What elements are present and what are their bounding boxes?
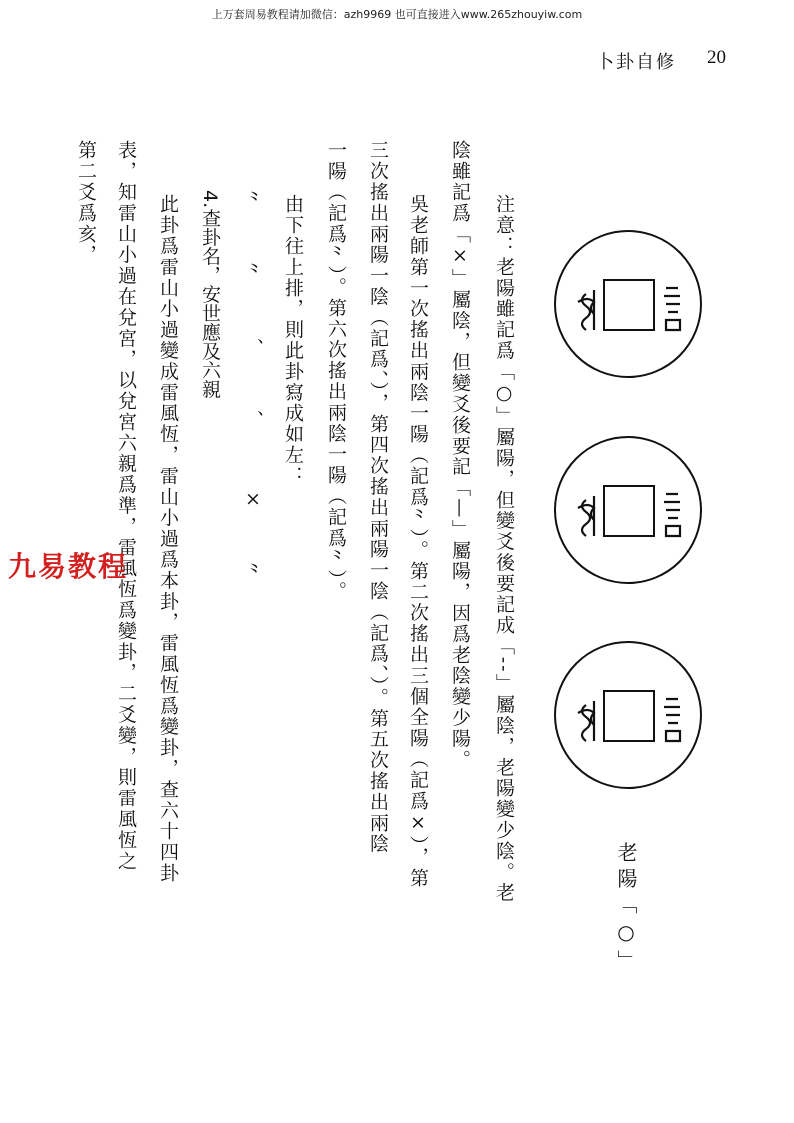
book-title: 卜卦自修	[596, 52, 676, 73]
text-column-7: 此卦爲雷山小過變成雷風恆，雷山小過爲本卦，雷風恆爲變卦，查六十四卦	[157, 194, 179, 884]
text-column-6: 由下往上排，則此卦寫成如左：	[282, 194, 304, 487]
text-column-1: 注意：老陽雖記爲「○」屬陽，但變爻後要記成「--」屬陰，老陽變少陰。老	[493, 194, 515, 904]
section-heading: 4.查卦名，安世應及六親	[199, 190, 221, 399]
watermark-header: 上万套周易教程请加微信：azh9969 也可直接进入www.265zhouyiw.com	[211, 8, 583, 21]
hexagram-line-3: 、	[242, 338, 264, 359]
text-column-5: 一陽（記爲⺀）。第六次搖出兩陰一陽（記爲⺀）。	[325, 140, 347, 602]
coin-square-hole	[603, 279, 655, 331]
text-column-4: 三次搖出兩陽一陰（記爲、），第四次搖出兩陽一陰（記爲、）。第五次搖出兩陰	[367, 140, 389, 855]
hexagram-line-6: ⺀	[242, 562, 264, 583]
hexagram-line-4: 、	[242, 410, 264, 431]
text-column-2: 陰雖記爲「×」屬陰，但變爻後要記「—」屬陽，因爲老陰變少陽。	[449, 140, 471, 770]
watermark-stamp: 九易教程	[8, 550, 129, 583]
hexagram-line-2: ⺀	[242, 262, 264, 283]
coin-image	[554, 436, 702, 584]
text-column-8: 表，知雷山小過在兌宮，以兌宮六親爲準，雷風恆爲變卦，二爻變，則雷風恆之	[115, 140, 137, 872]
coin-image	[554, 230, 702, 378]
coin-caption: 老陽「○」	[614, 842, 638, 976]
hexagram-line-5: ×	[242, 488, 264, 512]
coin-square-hole	[603, 690, 655, 742]
page-number: 20	[707, 47, 726, 68]
coin-square-hole	[603, 485, 655, 537]
text-column-9: 第二爻爲亥，	[75, 140, 97, 266]
hexagram-line-1: ⺀	[242, 190, 264, 211]
coin-image	[554, 641, 702, 789]
text-column-3: 吳老師第一次搖出兩陰一陽（記爲⺀）。第二次搖出三個全陽（記爲×），第	[407, 194, 429, 889]
